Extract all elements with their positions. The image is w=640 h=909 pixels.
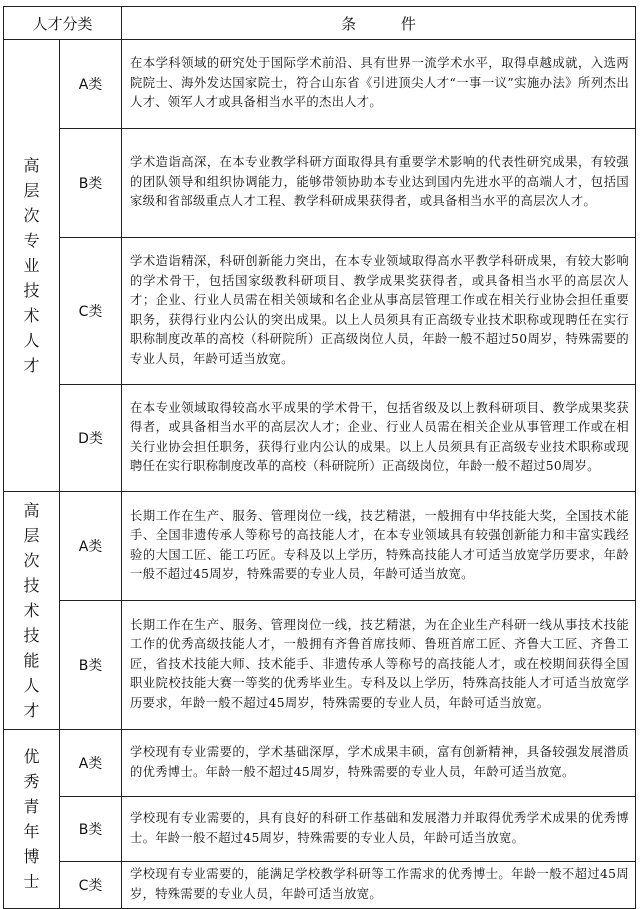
sub-category-label: D类	[60, 385, 122, 492]
group-name-professional: 高层次专业技术人才	[4, 40, 60, 492]
sub-category-label: A类	[60, 492, 122, 601]
table-row	[4, 797, 636, 862]
table-row	[4, 492, 636, 601]
table-row	[4, 238, 636, 385]
sub-category-label: A类	[60, 40, 122, 129]
table-row	[4, 730, 636, 797]
condition-text: 学术造诣精深，科研创新能力突出，在本专业领域取得高水平教学科研成果，有较大影响的学术骨干，包括国家级教科研项目、教学成果奖获得者，或具备相当水平的高层次人才；企业、行业人员需在相关领域和名企业从事高层管理工作或在相关行业协会担任重要职务，获得行业内公认的突出成果。以上人员须具有正高级专业技术职称或现聘任在实行职称制度改革的高校（科研院所）正高级岗位人员，年龄一般不超过50周岁，特殊需要的专业人员，年龄可适当放宽。	[122, 238, 636, 385]
table-row	[4, 40, 636, 129]
header-row	[4, 7, 636, 40]
sub-category-label: C类	[60, 238, 122, 385]
sub-category-label: C类	[60, 862, 122, 909]
condition-text: 学校现有专业需要的，学术基础深厚，学术成果丰硕，富有创新精神，具备较强发展潜质的优秀博士。年龄一般不超过45周岁，特殊需要的专业人员，年龄可适当放宽。	[122, 730, 636, 797]
group-name-technical: 高层次技术技能人才	[4, 492, 60, 730]
condition-text: 学校现有专业需要的，具有良好的科研工作基础和发展潜力并取得优秀学术成果的优秀博士。年龄一般不超过45周岁，特殊需要的专业人员，年龄可适当放宽。	[122, 797, 636, 862]
condition-text: 在本专业领域取得较高水平成果的学术骨干，包括省级及以上教科研项目、教学成果奖获得者，或具备相当水平的高层次人才；企业、行业人员需在相关企业从事管理工作或在相关行业协会担任职务，获得行业内公认的成果。以上人员须具有正高级专业技术职称或现聘任在实行职称制度改革的高校（科研院所）正高级岗位，年龄一般不超过50周岁。	[122, 385, 636, 492]
table-row	[4, 601, 636, 730]
condition-text: 学校现有专业需要的，能满足学校教学科研等工作需求的优秀博士。年龄一般不超过45周岁，特殊需要的专业人员，年龄可适当放宽。	[122, 862, 636, 909]
condition-text: 长期工作在生产、服务、管理岗位一线，技艺精湛，为在企业生产科研一线从事技术技能工作的优秀高级技能人才，一般拥有齐鲁首席技师、鲁班首席工匠、齐鲁大工匠、齐鲁工匠，省技术技能大师、技术能手、非遗传承人等称号的高技能人才，或在校期间获得全国职业院校技能大赛一等奖的优秀毕业生。专科及以上学历，特殊高技能人才可适当放宽学历要求，年龄一般不超过45周岁，特殊需要的专业人员，年龄可适当放宽。	[122, 601, 636, 730]
table-row	[4, 862, 636, 909]
header-conditions: 条 件	[122, 7, 636, 40]
condition-text: 在本学科领域的研究处于国际学术前沿、具有世界一流学术水平，取得卓越成就，入选两院院士、海外发达国家院士，符合山东省《引进顶尖人才“一事一议”实施办法》所列杰出人才、领军人才或具备相当水平的杰出人才。	[122, 40, 636, 129]
condition-text: 长期工作在生产、服务、管理岗位一线，技艺精湛，一般拥有中华技能大奖，全国技术能手、全国非遗传承人等称号的高技能人才，在本专业领域具有较强创新能力和丰富实践经验的大国工匠、能工巧匠。专科及以上学历，特殊高技能人才可适当放宽学历要求，年龄一般不超过45周岁，特殊需要的专业人员，年龄可适当放宽。	[122, 492, 636, 601]
header-category: 人才分类	[4, 7, 122, 40]
table-row	[4, 129, 636, 238]
talent-category-table	[3, 6, 636, 909]
condition-text: 学术造诣高深，在本专业教学科研方面取得具有重要学术影响的代表性研究成果，有较强的团队领导和组织协调能力，能够带领协助本专业达到国内先进水平的高端人才，包括国家级和省部级重点人才工程、教学科研成果获得者，或具备相当水平的高层次人才。	[122, 129, 636, 238]
sub-category-label: B类	[60, 797, 122, 862]
sub-category-label: A类	[60, 730, 122, 797]
table-row	[4, 385, 636, 492]
sub-category-label: B类	[60, 601, 122, 730]
group-name-doctor: 优秀青年博士	[4, 730, 60, 909]
sub-category-label: B类	[60, 129, 122, 238]
